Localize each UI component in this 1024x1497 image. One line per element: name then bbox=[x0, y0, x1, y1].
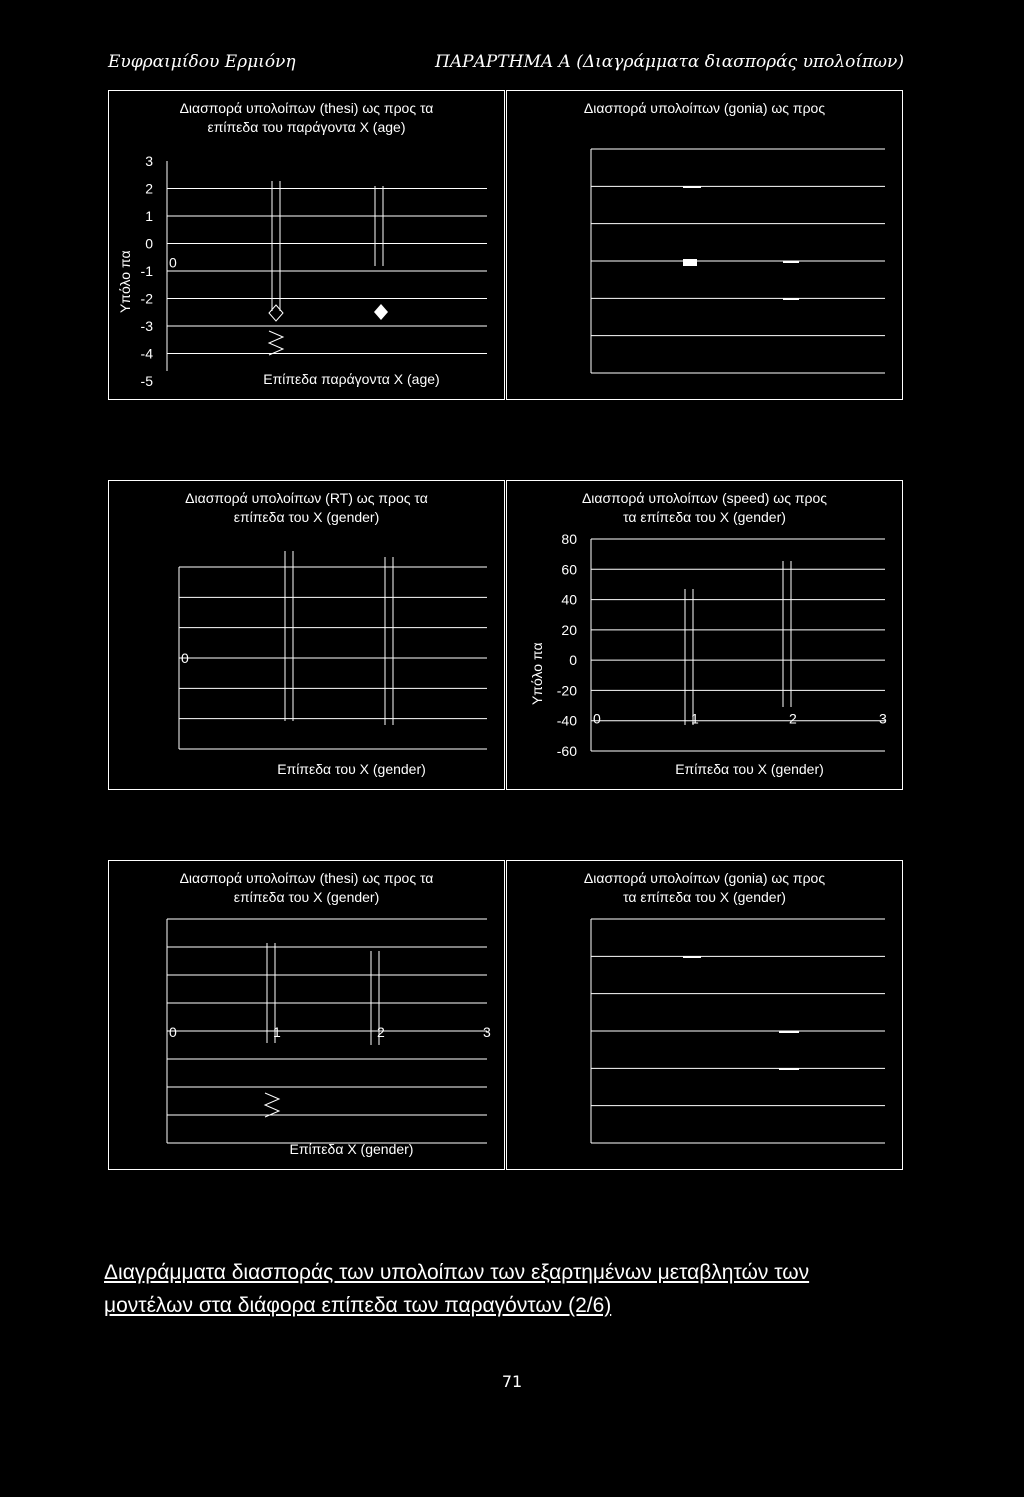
chart-thesi-age bbox=[108, 90, 505, 400]
y-tick-label: -4 bbox=[140, 345, 153, 362]
y-axis-label: Υπόλο πα bbox=[529, 642, 545, 705]
point-marker bbox=[779, 1031, 799, 1033]
chart-svg bbox=[507, 861, 904, 1171]
x-tick-label: 1 bbox=[691, 710, 699, 727]
chart-title-line1: Διασπορά υπολοίπων (speed) ως προς bbox=[581, 490, 828, 506]
header-appendix-title: ΠΑΡΑΡΤΗΜΑ Α (Διαγράμματα διασποράς υπολοίπων) bbox=[435, 52, 904, 72]
y-tick-label: 20 bbox=[561, 621, 577, 638]
y-tick-label: 60 bbox=[561, 561, 577, 578]
chart-title-line1: Διασπορά υπολοίπων (gonia) ως προς bbox=[583, 870, 826, 886]
chart-title-line1: Διασπορά υπολοίπων (thesi) ως προς τα bbox=[179, 100, 434, 116]
y-tick-label: -2 bbox=[140, 290, 153, 307]
chart-title bbox=[129, 489, 484, 527]
chart-title bbox=[129, 869, 484, 907]
point-marker bbox=[783, 298, 799, 300]
chart-svg bbox=[507, 481, 904, 791]
x-tick-label: 0 bbox=[169, 1024, 177, 1040]
point-marker bbox=[683, 186, 701, 188]
x-tick-label: 2 bbox=[377, 1024, 385, 1040]
chart-svg bbox=[109, 481, 506, 791]
x-tick-label: 3 bbox=[879, 710, 887, 727]
chart-gonia-gender bbox=[506, 860, 903, 1170]
point-cluster bbox=[269, 331, 283, 355]
y-tick-label: -3 bbox=[140, 318, 153, 334]
chart-title-line1: Διασπορά υπολοίπων (thesi) ως προς τα bbox=[179, 870, 434, 886]
chart-gonia-age bbox=[506, 90, 903, 400]
x-axis-label: Επίπεδα X (gender) bbox=[289, 1141, 414, 1157]
chart-thesi-gender bbox=[108, 860, 505, 1170]
chart-title-line2: επίπεδα του παράγοντα X (age) bbox=[207, 119, 406, 135]
page-number: 71 bbox=[501, 1372, 523, 1391]
header-author: Ευφραιμίδου Ερμιόνη bbox=[108, 52, 296, 72]
y-tick-label: 3 bbox=[145, 153, 153, 169]
y-tick-label: 0 bbox=[145, 235, 153, 252]
x-tick-label: 3 bbox=[483, 1024, 491, 1040]
y-tick-label: -20 bbox=[556, 682, 577, 699]
x-tick-label: 0 bbox=[169, 254, 177, 271]
y-tick-label: 1 bbox=[145, 208, 153, 224]
chart-title-line2: επίπεδα του X (gender) bbox=[233, 889, 380, 905]
point-marker bbox=[779, 1068, 799, 1070]
figure-caption bbox=[104, 1256, 924, 1322]
chart-svg bbox=[507, 91, 904, 401]
x-tick-label: 2 bbox=[789, 710, 797, 727]
point-marker bbox=[683, 259, 697, 266]
chart-title bbox=[527, 99, 882, 118]
chart-title-line1: Διασπορά υπολοίπων (RT) ως προς τα bbox=[185, 490, 428, 506]
figure-caption-line1: Διαγράμματα διασποράς των υπολοίπων των εξαρτημένων μεταβλητών των bbox=[104, 1261, 810, 1284]
x-axis-label: Επίπεδα παράγοντα X (age) bbox=[263, 371, 440, 387]
x-axis-label: Επίπεδα του X (gender) bbox=[277, 761, 426, 777]
chart-title bbox=[129, 99, 484, 137]
chart-title-line2: επίπεδα του X (gender) bbox=[233, 509, 380, 525]
point-marker bbox=[783, 261, 799, 263]
y-tick-label: -40 bbox=[556, 712, 577, 729]
y-tick-label: -5 bbox=[140, 373, 153, 389]
x-tick-label: 1 bbox=[273, 1024, 281, 1040]
chart-title bbox=[527, 869, 882, 907]
y-axis-label: Υπόλο πα bbox=[117, 250, 133, 313]
y-tick-label: 0 bbox=[569, 652, 577, 669]
x-tick-label: 0 bbox=[593, 710, 601, 727]
point-marker bbox=[683, 956, 701, 958]
x-tick-label: 0 bbox=[181, 650, 189, 666]
chart-svg bbox=[109, 861, 506, 1171]
point-marker bbox=[269, 305, 283, 321]
y-tick-label: 80 bbox=[561, 531, 577, 547]
figure-caption-line2: μοντέλων στα διάφορα επίπεδα των παραγόντων (2/6) bbox=[104, 1294, 612, 1317]
chart-title-line2: τα επίπεδα του X (gender) bbox=[623, 509, 786, 525]
chart-title bbox=[527, 489, 882, 527]
chart-title-line1: Διασπορά υπολοίπων (gonia) ως προς bbox=[583, 100, 826, 116]
chart-rt-gender bbox=[108, 480, 505, 790]
x-axis-label: Επίπεδα του X (gender) bbox=[675, 761, 824, 777]
y-tick-label: 2 bbox=[145, 180, 153, 197]
chart-title-line2: τα επίπεδα του X (gender) bbox=[623, 889, 786, 905]
y-tick-label: -60 bbox=[556, 743, 577, 759]
y-tick-label: -1 bbox=[140, 263, 153, 279]
chart-svg bbox=[109, 91, 506, 401]
y-tick-label: 40 bbox=[561, 591, 577, 608]
chart-speed-gender bbox=[506, 480, 903, 790]
point-cluster bbox=[265, 1093, 279, 1117]
point-marker bbox=[374, 304, 388, 320]
